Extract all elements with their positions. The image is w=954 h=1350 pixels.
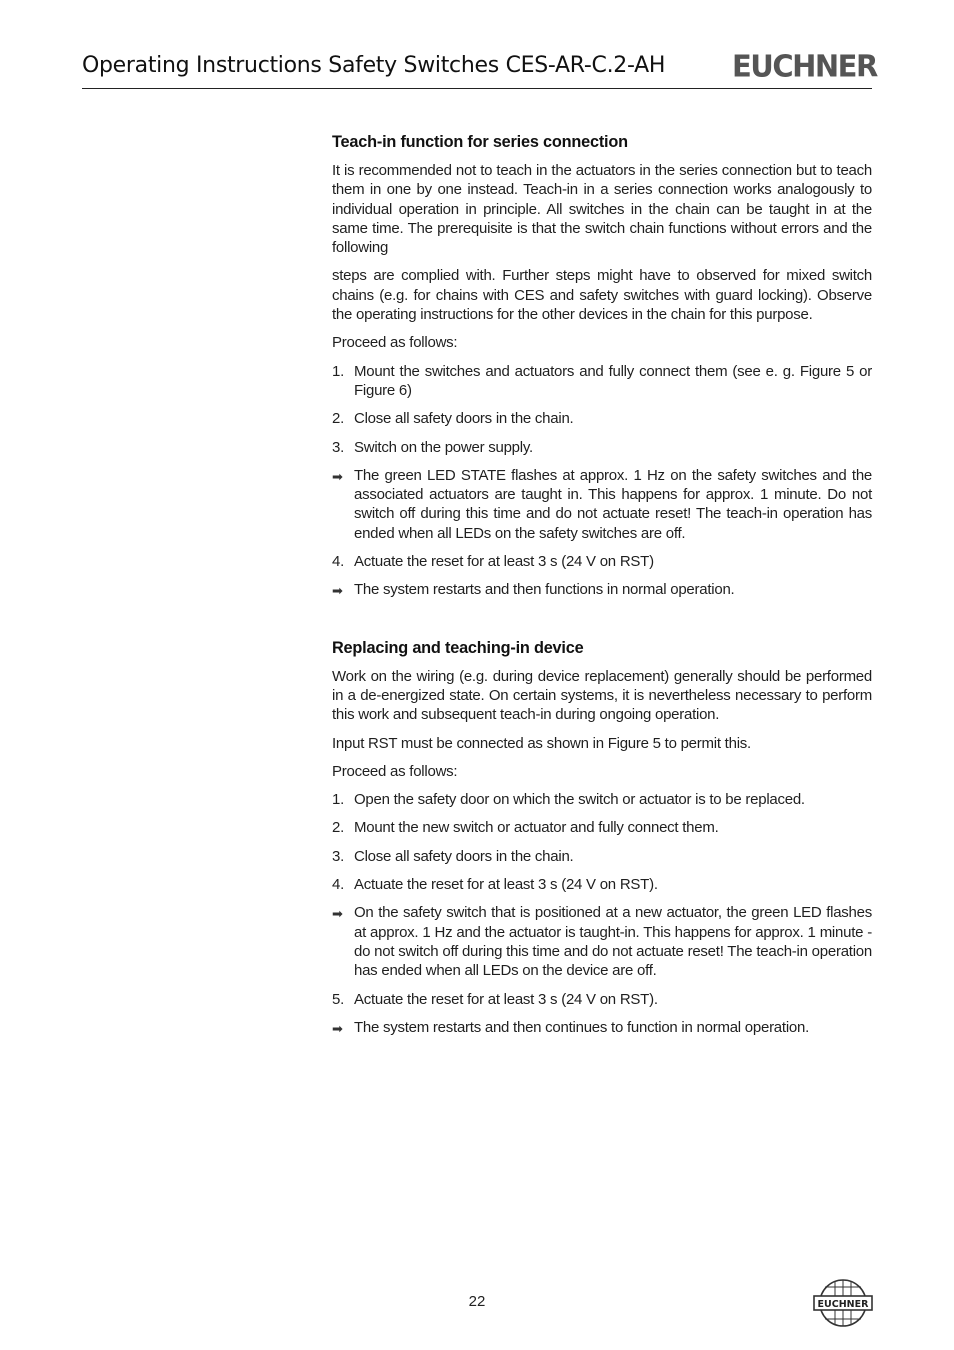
list-text: Mount the new switch or actuator and fully connect them. (354, 819, 719, 837)
list-item (332, 875, 872, 894)
list-item (332, 552, 872, 571)
list-text: On the safety switch that is positioned at a new actuator, the green LED flashes at approx. 1 Hz and the actuator is taught-in. This happens for approx. 1 minute - do not switch off during this time and do not actuate reset! The teach-in operation has ended when all LEDs on the device are off. (354, 904, 872, 980)
result-arrow-icon: ➡ (332, 906, 343, 922)
list-text: The system restarts and then continues to function in normal operation. (354, 1018, 810, 1036)
list-item (332, 847, 872, 866)
list-text: Close all safety doors in the chain. (354, 410, 574, 428)
list-item (332, 903, 872, 980)
list-item (332, 990, 872, 1009)
list-item (332, 580, 872, 600)
page-number: 22 (468, 1293, 486, 1310)
list-number: 2. (332, 410, 345, 428)
result-arrow-icon: ➡ (332, 468, 343, 484)
result-arrow-icon: ➡ (332, 1020, 343, 1036)
euchner-logo: EUCHNER (732, 48, 877, 84)
list-number: 1. (332, 362, 345, 380)
list-text: Actuate the reset for at least 3 s (24 V on RST). (354, 990, 658, 1008)
list-text: Mount the switches and actuators and fully connect them (see e. g. Figure 5 or Figure 6) (354, 362, 872, 399)
list-item (332, 362, 872, 401)
list-number: 3. (332, 847, 345, 865)
list-text: The system restarts and then functions in normal operation. (354, 581, 735, 599)
list-number: 4. (332, 876, 345, 894)
document-title: Operating Instructions Safety Switches CES-AR-C.2-AH (82, 53, 666, 78)
list-text: The green LED STATE flashes at approx. 1 Hz on the safety switches and the associated actuators are taught in. This happens for approx. 1 minute. Do not switch off during this time and do not actuate reset! The teach-in operation has ended when all LEDs on the safety switches are off. (354, 466, 872, 542)
paragraph: Work on the wiring (e.g. during device replacement) generally should be performed in a de-energized state. On certain systems, it is nevertheless necessary to perform this work and subsequent teach-in during ongoing operation. (332, 667, 872, 724)
result-arrow-icon: ➡ (332, 583, 343, 599)
list-text: Open the safety door on which the switch or actuator is to be replaced. (354, 791, 805, 809)
list-number: 2. (332, 819, 345, 837)
paragraph: steps are complied with. Further steps might have to observed for mixed switch chains (e.g. for chains with CES and safety switches with guard locking). Observe the operating instructions for the other devices in the chain for this purpose. (332, 267, 872, 324)
header-divider (82, 88, 872, 89)
main-content (332, 131, 872, 1047)
list-item (332, 790, 872, 809)
list-item (332, 466, 872, 543)
footer-logo-text: EUCHNER (817, 1299, 869, 1310)
list-number: 4. (332, 553, 345, 571)
list-number: 3. (332, 438, 345, 456)
section-heading-replacing: Replacing and teaching-in device (332, 638, 584, 657)
list-text: Switch on the power supply. (354, 438, 533, 456)
paragraph: It is recommended not to teach in the actuators in the series connection but to teach them in one by one instead. Teach-in in a series connection works analogously to individual operation in principle. All switches in the chain can be taught in at the same time. The prerequisite is that the switch chain functions without errors and the following (332, 162, 872, 257)
section-spacer (332, 610, 872, 637)
paragraph: Proceed as follows: (332, 334, 458, 352)
paragraph: Input RST must be connected as shown in Figure 5 to permit this. (332, 734, 751, 752)
list-text: Actuate the reset for at least 3 s (24 V on RST) (354, 553, 654, 571)
list-number: 1. (332, 791, 345, 809)
paragraph: Proceed as follows: (332, 762, 458, 780)
list-text: Actuate the reset for at least 3 s (24 V on RST). (354, 876, 658, 894)
euchner-seal-logo-icon (813, 1278, 873, 1328)
list-item (332, 438, 872, 457)
list-text: Close all safety doors in the chain. (354, 847, 574, 865)
list-item (332, 818, 872, 837)
list-number: 5. (332, 990, 345, 1008)
list-item (332, 1018, 872, 1038)
section-heading-teach-in: Teach-in function for series connection (332, 133, 628, 151)
list-item (332, 409, 872, 428)
